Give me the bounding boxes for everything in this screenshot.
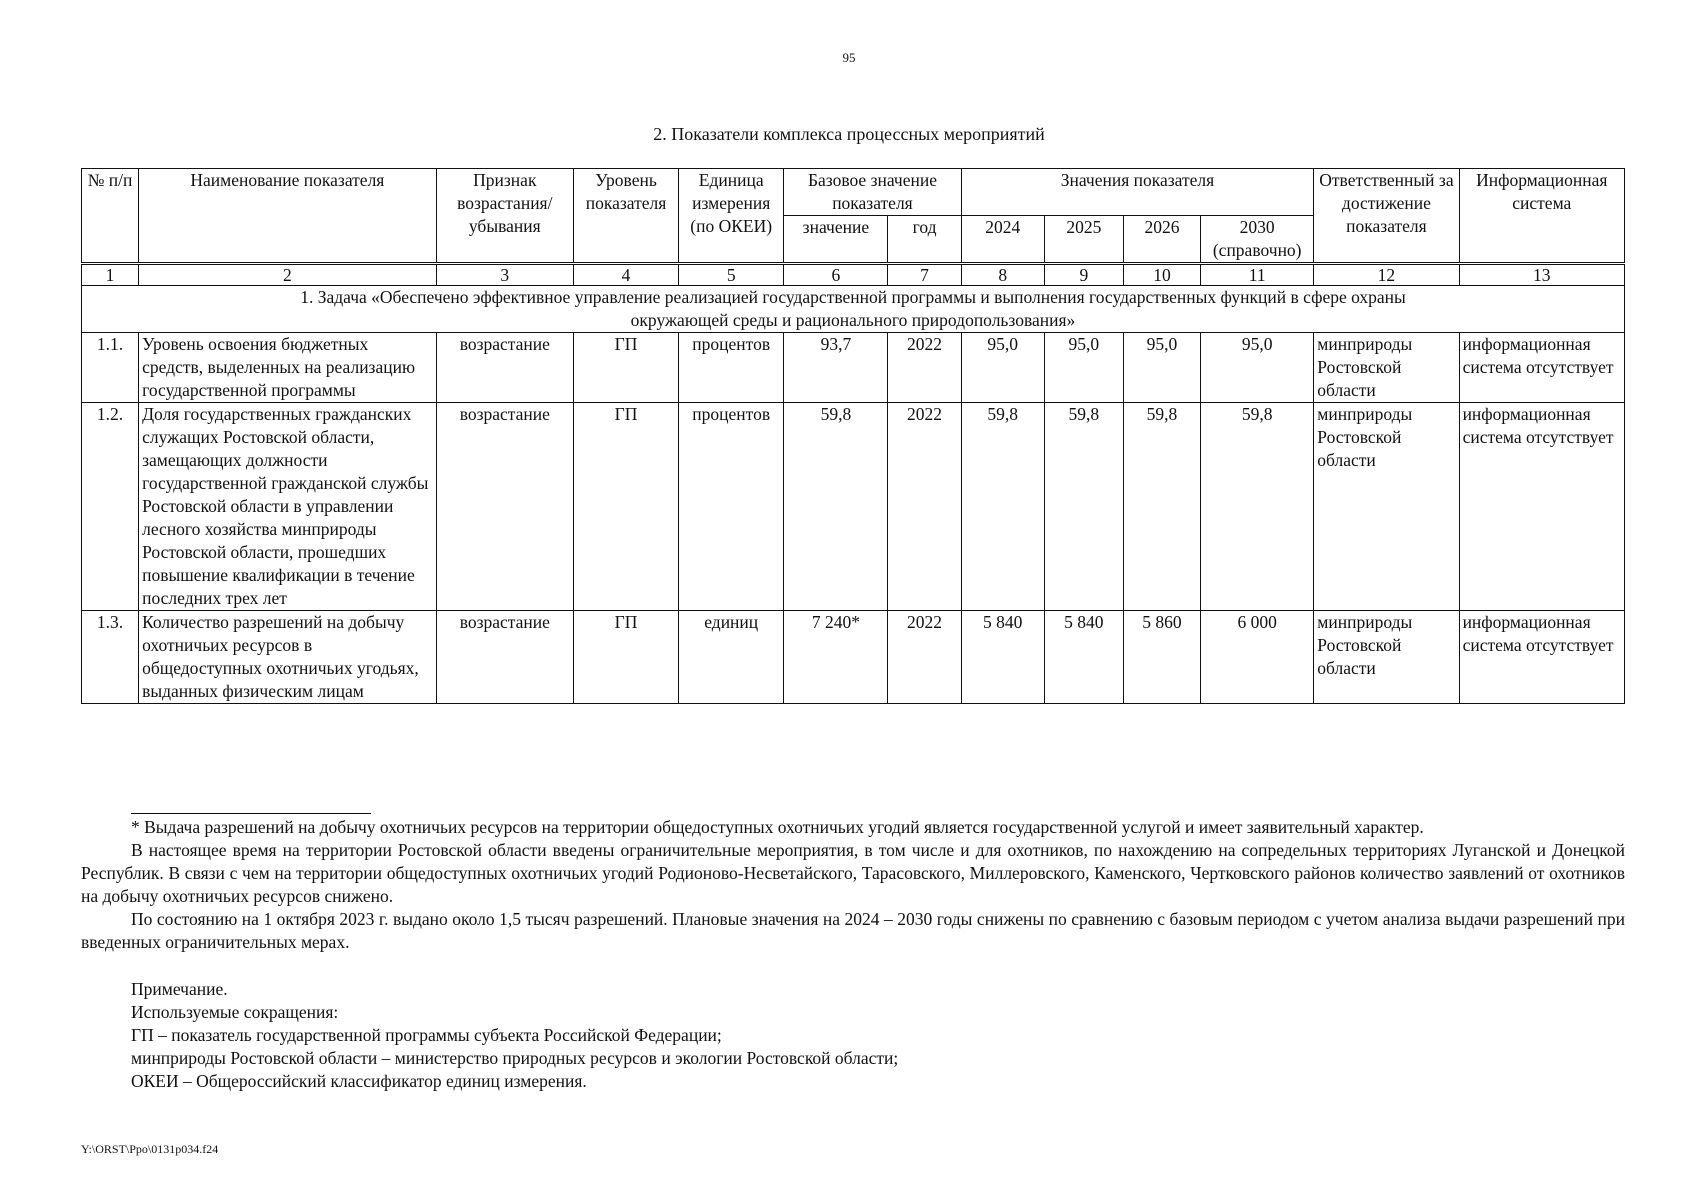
- col-number: 3: [436, 264, 573, 286]
- row-base-value: 7 240*: [784, 611, 888, 704]
- abbr-item: минприроды Ростовской области – министерство природных ресурсов и экологии Ростовской области;: [131, 1048, 899, 1068]
- header-num: № п/п: [82, 169, 139, 264]
- column-numbers-row: [82, 264, 1625, 286]
- abbr-item: ГП – показатель государственной программы субъекта Российской Федерации;: [131, 1025, 722, 1045]
- header-2024: 2024: [961, 216, 1044, 264]
- col-number: 12: [1314, 264, 1459, 286]
- col-number: 4: [573, 264, 678, 286]
- abbr-item: ОКЕИ – Общероссийский классификатор единиц измерения.: [131, 1071, 587, 1091]
- row-2030: 6 000: [1201, 611, 1314, 704]
- row-name: Доля государственных гражданских служащих Ростовской области, замещающих должности государственной гражданской службы Ростовской области в управлении лесного хозяйства минприроды Ростовской области, прошедших повышение квалификации в течение последних трех лет: [139, 403, 437, 611]
- header-2030: 2030 (справочно): [1201, 216, 1314, 264]
- row-unit: единиц: [679, 611, 784, 704]
- col-number: 9: [1044, 264, 1123, 286]
- note-paragraph: По состоянию на 1 октября 2023 г. выдано около 1,5 тысяч разрешений. Плановые значения на 2024 – 2030 годы снижены по сравнению с базовым периодом с учетом анализа выдачи разрешений при введенных ограничительных мерах.: [81, 909, 1625, 952]
- row-name: Уровень освоения бюджетных средств, выделенных на реализацию государственной программы: [139, 333, 437, 403]
- footnote: * Выдача разрешений на добычу охотничьих ресурсов на территории общедоступных охотничьих угодий является государственной услугой и имеет заявительный характер.: [131, 817, 1424, 837]
- row-2024: 95,0: [961, 333, 1044, 403]
- header-unit: Единица измерения (по ОКЕИ): [679, 169, 784, 264]
- abbr-heading: Используемые сокращения:: [131, 1002, 339, 1022]
- row-unit: процентов: [679, 333, 784, 403]
- task-row: [82, 286, 1625, 333]
- row-2026: 59,8: [1123, 403, 1200, 611]
- row-sign: возрастание: [436, 333, 573, 403]
- header-base-value: значение: [784, 216, 888, 264]
- note-paragraph: В настоящее время на территории Ростовской области введены ограничительные мероприятия, в том числе и для охотников, по нахождению на сопредельных территориях Луганской и Донецкой Республик. В связи с чем на территории общедоступных охотничьих угодий Родионово-Несветайского, Тарасовского, Миллеровского, Каменского, Чертковского районов количество заявлений от охотников на добычу охотничьих ресурсов снижено.: [81, 840, 1625, 906]
- col-number: 1: [82, 264, 139, 286]
- row-infosys: информационная система отсутствует: [1459, 403, 1624, 611]
- table-row: [82, 333, 1625, 403]
- header-base-year: год: [888, 216, 961, 264]
- header-2026: 2026: [1123, 216, 1200, 264]
- row-unit: процентов: [679, 403, 784, 611]
- header-2025: 2025: [1044, 216, 1123, 264]
- row-2030: 95,0: [1201, 333, 1314, 403]
- row-base-year: 2022: [888, 333, 961, 403]
- row-num: 1.2.: [82, 403, 139, 611]
- spacer: [81, 954, 1625, 978]
- table-row: [82, 611, 1625, 704]
- row-infosys: информационная система отсутствует: [1459, 333, 1624, 403]
- row-name: Количество разрешений на добычу охотничьих ресурсов в общедоступных охотничьих угодьях, выданных физическим лицам: [139, 611, 437, 704]
- row-infosys: информационная система отсутствует: [1459, 611, 1624, 704]
- row-responsible: минприроды Ростовской области: [1314, 403, 1459, 611]
- table-row: [82, 403, 1625, 611]
- col-number: 5: [679, 264, 784, 286]
- row-sign: возрастание: [436, 611, 573, 704]
- row-2024: 59,8: [961, 403, 1044, 611]
- row-level: ГП: [573, 403, 678, 611]
- section-title: 2. Показатели комплекса процессных мероприятий: [653, 124, 1045, 144]
- row-base-year: 2022: [888, 403, 961, 611]
- header-name: Наименование показателя: [139, 169, 437, 264]
- page-number: 95: [842, 50, 856, 65]
- note-heading: Примечание.: [131, 979, 228, 999]
- col-number: 13: [1459, 264, 1624, 286]
- row-2024: 5 840: [961, 611, 1044, 704]
- notes-block: [81, 816, 1625, 1093]
- col-number: 7: [888, 264, 961, 286]
- file-path: Y:\ORST\Ppo\0131p034.f24: [81, 1142, 219, 1156]
- col-number: 2: [139, 264, 437, 286]
- row-2025: 95,0: [1044, 333, 1123, 403]
- footnote-divider: [131, 813, 371, 814]
- row-2026: 95,0: [1123, 333, 1200, 403]
- indicators-table: [81, 168, 1625, 704]
- row-responsible: минприроды Ростовской области: [1314, 611, 1459, 704]
- header-base: Базовое значение показателя: [784, 169, 961, 216]
- row-2026: 5 860: [1123, 611, 1200, 704]
- row-base-value: 93,7: [784, 333, 888, 403]
- task-title: 1. Задача «Обеспечено эффективное управление реализацией государственной программы и выполнения государственных функций в сфере охраны окружающей среды и рационального природопользования»: [82, 286, 1625, 333]
- col-number: 11: [1201, 264, 1314, 286]
- row-num: 1.1.: [82, 333, 139, 403]
- col-number: 8: [961, 264, 1044, 286]
- row-base-year: 2022: [888, 611, 961, 704]
- row-responsible: минприроды Ростовской области: [1314, 333, 1459, 403]
- col-number: 6: [784, 264, 888, 286]
- header-values: Значения показателя: [961, 169, 1314, 216]
- row-2025: 5 840: [1044, 611, 1123, 704]
- row-num: 1.3.: [82, 611, 139, 704]
- row-sign: возрастание: [436, 403, 573, 611]
- row-2030: 59,8: [1201, 403, 1314, 611]
- row-base-value: 59,8: [784, 403, 888, 611]
- header-responsible: Ответственный за достижение показателя: [1314, 169, 1459, 264]
- header-level: Уровень показателя: [573, 169, 678, 264]
- header-infosys: Информационная система: [1459, 169, 1624, 264]
- col-number: 10: [1123, 264, 1200, 286]
- row-2025: 59,8: [1044, 403, 1123, 611]
- row-level: ГП: [573, 333, 678, 403]
- row-level: ГП: [573, 611, 678, 704]
- header-sign: Признак возрастания/ убывания: [436, 169, 573, 264]
